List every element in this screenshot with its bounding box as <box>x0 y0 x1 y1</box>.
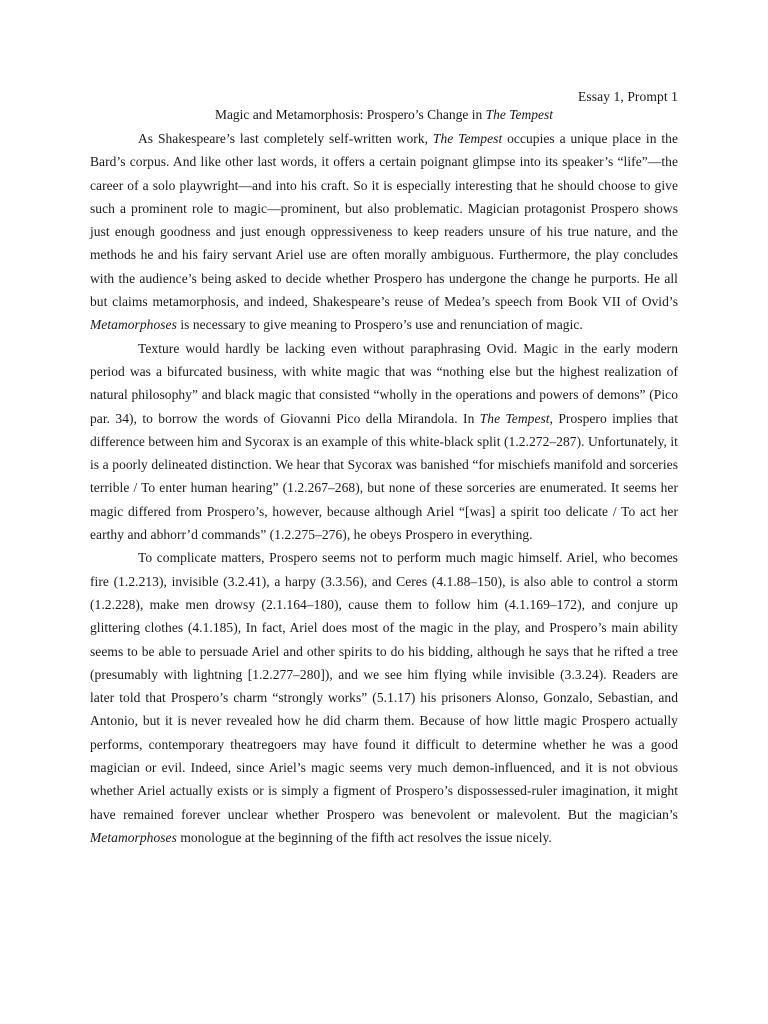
italic-title-text: The Tempest <box>432 131 503 146</box>
essay-title-work: The Tempest <box>485 107 554 122</box>
paragraph-3 <box>90 546 678 849</box>
essay-title <box>0 106 768 124</box>
paragraph-text: monologue at the beginning of the fifth act resolves the issue nicely. <box>176 829 552 845</box>
paragraph-2 <box>90 337 678 547</box>
paragraph-text: , Prospero implies that difference between him and Sycorax is an example of this white-black split (1.2.272–287). Unfortunately, it is a poorly delineated distinction. We hear that Sycorax was banished “for mischiefs manifold and sorceries terrible / To enter human hearing” (1.2.267–268), but none of these sorceries are enumerated. It seems her magic differed from Prospero’s, however, because although Ariel “[was] a spirit too delicate / To act her earthy and abhorr’d commands” (1.2.275–276), he obeys Prospero in everything. <box>90 410 678 543</box>
italic-title-text: Metamorphoses <box>90 317 177 333</box>
paragraph-text: To complicate matters, Prospero seems not to perform much magic himself. Ariel, who becomes fire (1.2.213), invisible (3.2.41), a harpy (3.3.56), and Ceres (4.1.88–150), is also able to control a storm (1.2.228), make men drowsy (2.1.164–180), cause them to follow him (4.1.169–172), and conjure up glittering clothes (4.1.185), In fact, Ariel does most of the magic in the play, and Prospero’s main ability seems to be able to persuade Ariel and other spirits to do his bidding, although he says that he rifted a tree (presumably with lightning [1.2.277–280]), and we see him flying while invisible (3.3.24). Readers are later told that Prospero’s charm “strongly works” (5.1.17) his prisoners Alonso, Gonzalo, Sebastian, and Antonio, but it is never revealed how he did charm them. Because of how little magic Prospero actually performs, contemporary theatregoers may have found it difficult to determine whether he was a good magician or evil. Indeed, since Ariel’s magic seems very much demon-influenced, and it is not obvious whether Ariel actually exists or is simply a figment of Prospero’s dispossessed-ruler imagination, it might have remained forever unclear whether Prospero was benevolent or malevolent. But the magician’s <box>90 550 678 822</box>
paragraph-1 <box>90 127 678 337</box>
paragraph-text: is necessary to give meaning to Prospero’s use and renunciation of magic. <box>176 317 583 333</box>
essay-title-prefix: Magic and Metamorphosis: Prospero’s Change in <box>214 107 486 122</box>
italic-title-text: The Tempest <box>479 410 550 426</box>
paragraph-text: Texture would hardly be lacking even without paraphrasing Ovid. Magic in the early modern period was a bifurcated business, with white magic that was “nothing else but the highest realization of natural philosophy” and black magic that consisted “wholly in the operations and powers of demons” (Pico par. 34), to borrow the words of Giovanni Pico della Mirandola. In <box>90 340 678 426</box>
essay-body <box>90 127 678 849</box>
essay-label: Essay 1, Prompt 1 <box>578 89 678 104</box>
italic-title-text: Metamorphoses <box>90 829 177 845</box>
paragraph-text: occupies a unique place in the Bard’s corpus. And like other last words, it offers a certain poignant glimpse into its speaker’s “life”—the career of a solo playwright—and into his craft. So it is especially interesting that he should choose to give such a prominent role to magic—prominent, but also problematic. Magician protagonist Prospero shows just enough goodness and just enough oppressiveness to keep readers unsure of his true nature, and the methods he and his fairy servant Ariel use are often morally ambiguous. Furthermore, the play concludes with the audience’s being asked to decide whether Prospero has undergone the change he purports. He all but claims metamorphosis, and indeed, Shakespeare’s reuse of Medea’s speech from Book VII of Ovid’s <box>90 131 678 310</box>
paragraph-text: As Shakespeare’s last completely self-written work, <box>138 131 433 146</box>
